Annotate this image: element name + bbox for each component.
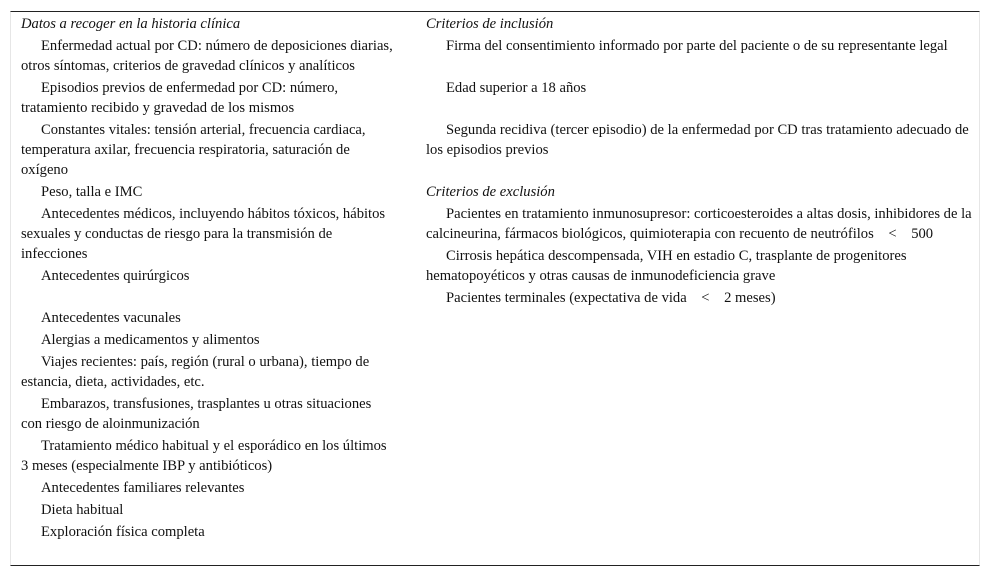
inclusion-heading: Criterios de inclusión	[426, 16, 554, 32]
history-item: Peso, talla e IMC	[41, 184, 143, 200]
inclusion-item: Edad superior a 18 años	[446, 80, 587, 96]
history-item: Exploración física completa	[41, 524, 205, 540]
history-item: Episodios previos de enfermedad por CD: número, tratamiento recibido y gravedad de los mismos	[21, 80, 339, 116]
exclusion-item: Pacientes en tratamiento inmunosupresor: corticoesteroides a altas dosis, inhibidores de la calcineurina, fármacos biológicos, quimioterapia con recuento de neutrófilos < 500	[426, 206, 972, 242]
history-item: Constantes vitales: tensión arterial, frecuencia cardiaca, temperatura axilar, frecuencia respiratoria, saturación de oxígeno	[21, 122, 366, 178]
inclusion-item: Firma del consentimiento informado por parte del paciente o de su representante legal	[446, 38, 948, 54]
history-item: Antecedentes quirúrgicos	[41, 268, 190, 284]
exclusion-heading: Criterios de exclusión	[426, 184, 555, 200]
inclusion-item: Segunda recidiva (tercer episodio) de la enfermedad por CD tras tratamiento adecuado de los episodios previos	[426, 122, 969, 158]
history-item: Embarazos, transfusiones, trasplantes u otras situaciones con riesgo de aloinmunización	[21, 396, 372, 432]
clinical-history-heading: Datos a recoger en la historia clínica	[21, 16, 241, 32]
exclusion-item: Pacientes terminales (expectativa de vida < 2 meses)	[446, 290, 776, 306]
history-item: Viajes recientes: país, región (rural o urbana), tiempo de estancia, dieta, actividades, etc.	[21, 354, 370, 390]
criteria-column	[426, 14, 983, 310]
history-item: Dieta habitual	[41, 502, 124, 518]
criteria-table	[10, 11, 980, 566]
history-item: Antecedentes médicos, incluyendo hábitos tóxicos, hábitos sexuales y conductas de riesgo para la transmisión de infecciones	[21, 206, 386, 262]
clinical-history-column	[21, 14, 393, 544]
history-item: Enfermedad actual por CD: número de deposiciones diarias, otros síntomas, criterios de gravedad clínicos y analíticos	[21, 38, 393, 74]
spacer	[426, 100, 983, 120]
spacer	[426, 58, 983, 78]
spacer	[21, 288, 393, 308]
history-item: Tratamiento médico habitual y el esporádico en los últimos 3 meses (especialmente IBP y antibióticos)	[21, 438, 387, 474]
history-item: Alergias a medicamentos y alimentos	[41, 332, 260, 348]
history-item: Antecedentes vacunales	[41, 310, 181, 326]
history-item: Antecedentes familiares relevantes	[41, 480, 245, 496]
exclusion-item: Cirrosis hepática descompensada, VIH en estadio C, trasplante de progenitores hematopoyéticos y otras causas de inmunodeficiencia grave	[426, 248, 907, 284]
spacer	[426, 162, 983, 182]
